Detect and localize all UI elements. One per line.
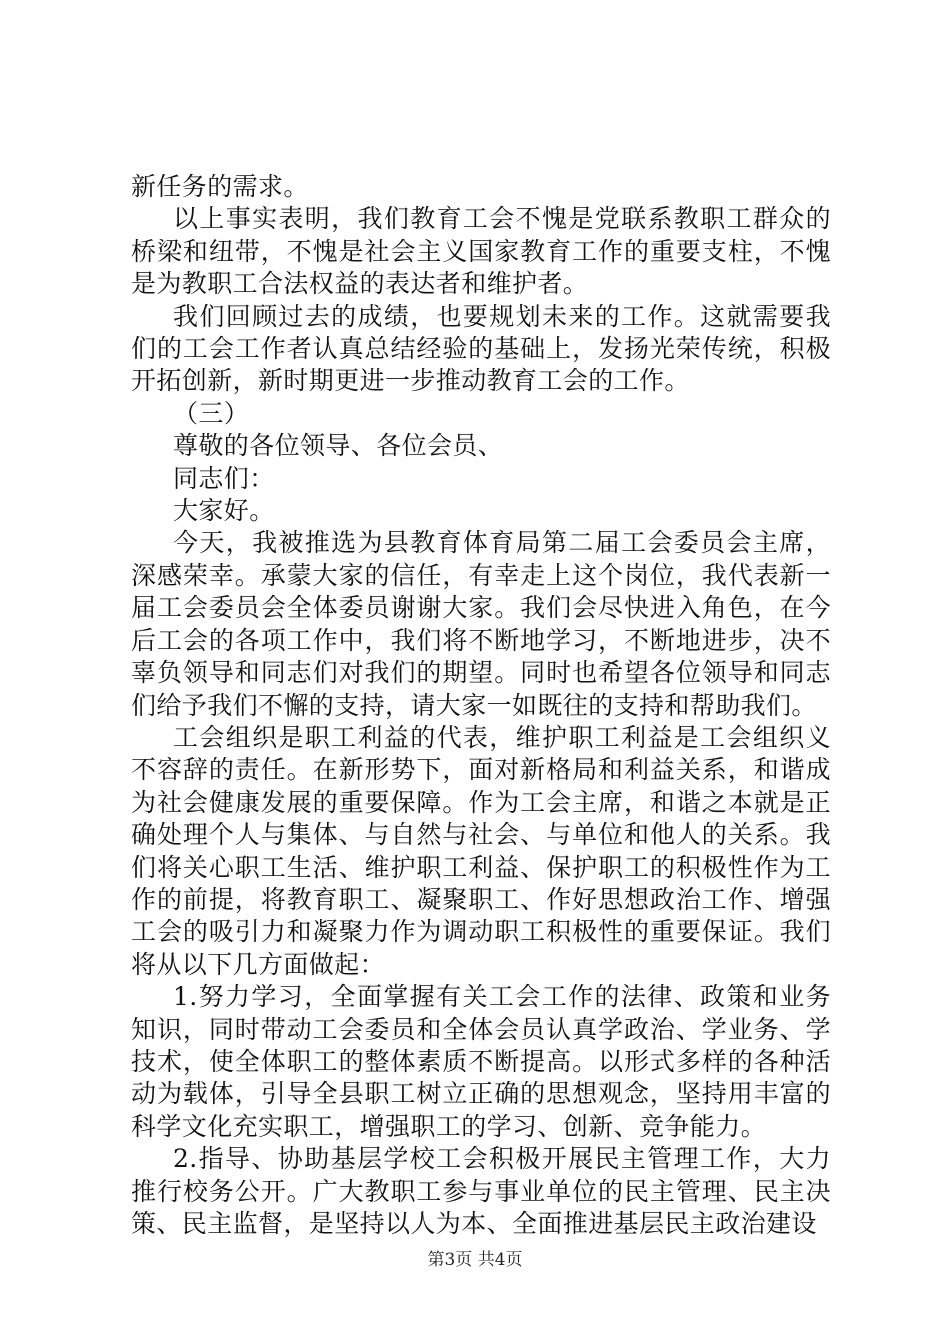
page-number-footer: 第3页 共4页 <box>427 1250 523 1270</box>
list-item-1: 1.努力学习，全面掌握有关工会工作的法律、政策和业务知识，同时带动工会委员和全体会员认真学政治、学业务、学技术，使全体职工的整体素质不断提高。以形式多样的各种活动为载体，引导全县职工树立正确的思想观念，坚持用丰富的科学文化充实职工，增强职工的学习、创新、竞争能力。 <box>131 982 831 1141</box>
salutation-leaders: 尊敬的各位领导、各位会员、 <box>173 431 504 461</box>
paragraph-election: 今天，我被推选为县教育体育局第二届工会委员会主席，深感荣幸。承蒙大家的信任，有幸走上这个岗位，我代表新一届工会委员会全体委员谢谢大家。我们会尽快进入角色，在今后工会的各项工作中，我们将不断地学习，不断地进步，决不辜负领导和同志们对我们的期望。同时也希望各位领导和同志们给予我们不懈的支持，请大家一如既往的支持和帮助我们。 <box>131 528 831 720</box>
paragraph-conclusion: 以上事实表明，我们教育工会不愧是党联系教职工群众的桥梁和纽带，不愧是社会主义国家教育工作的重要支柱，不愧是为教职工合法权益的表达者和维护者。 <box>131 204 831 299</box>
paragraph-future-work: 我们回顾过去的成绩，也要规划未来的工作。这就需要我们的工会工作者认真总结经验的基础上，发扬光荣传统，积极开拓创新，新时期更进一步推动教育工会的工作。 <box>131 301 831 396</box>
paragraph-union-role: 工会组织是职工利益的代表，维护职工利益是工会组织义不容辞的责任。在新形势下，面对新格局和利益关系，和谐成为社会健康发展的重要保障。作为工会主席，和谐之本就是正确处理个人与集体、与自然与社会、与单位和他人的关系。我们将关心职工生活、维护职工利益、保护职工的积极性作为工作的前提，将教育职工、凝聚职工、作好思想政治工作、增强工会的吸引力和凝聚力作为调动职工积极性的重要保证。我们将从以下几方面做起： <box>131 722 831 979</box>
greeting: 大家好。 <box>173 496 275 526</box>
list-item-2: 2.指导、协助基层学校工会积极开展民主管理工作，大力推行校务公开。广大教职工参与事业单位的民主管理、民主决策、民主监督，是坚持以人为本、全面推进基层民主政治建设 <box>131 1144 831 1238</box>
section-heading-three: （三） <box>173 398 250 428</box>
paragraph-continuation: 新任务的需求。 <box>131 172 309 201</box>
document-body <box>131 171 831 1240</box>
salutation-comrades: 同志们： <box>173 463 275 493</box>
